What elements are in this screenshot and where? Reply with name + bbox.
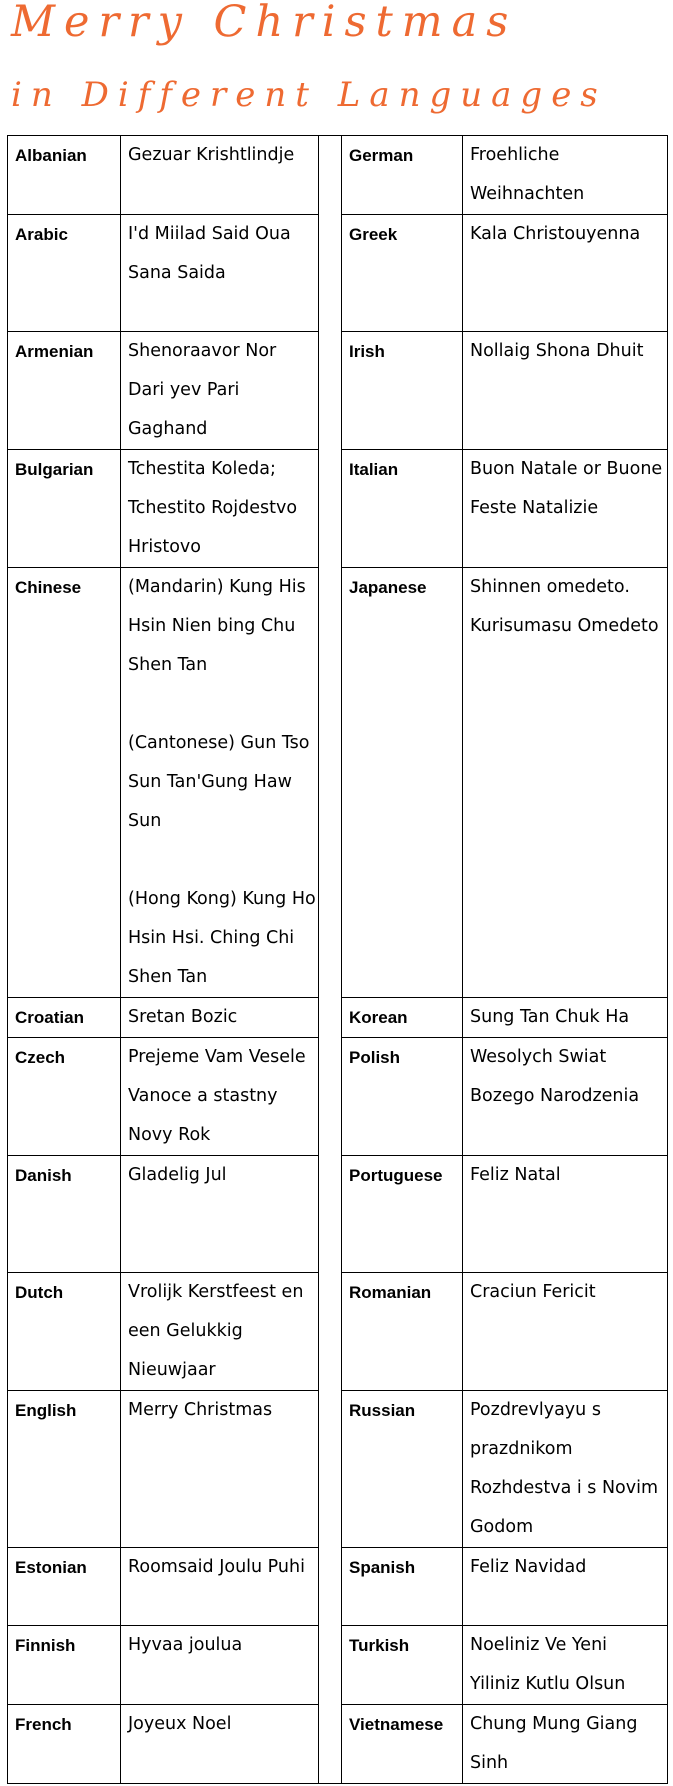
greeting-text <box>121 568 319 998</box>
language-name: Chinese <box>8 568 121 998</box>
language-name: Dutch <box>8 1273 121 1391</box>
greeting-line: Hsin Hsi. Ching Chi <box>128 928 295 948</box>
greeting-line: Joyeux Noel <box>128 1714 232 1734</box>
language-name: German <box>342 136 463 215</box>
greeting-line: Prejeme Vam Vesele <box>128 1047 306 1067</box>
language-name: Croatian <box>8 998 121 1038</box>
greeting-line: Gaghand <box>128 419 208 439</box>
greeting-text <box>463 1705 668 1784</box>
greeting-text <box>463 450 668 568</box>
paragraph-spacer <box>128 685 311 724</box>
language-name: Arabic <box>8 215 121 332</box>
language-name: Russian <box>342 1391 463 1548</box>
language-name: Finnish <box>8 1626 121 1705</box>
greeting-text <box>463 1626 668 1705</box>
greeting-text <box>121 450 319 568</box>
language-name: Danish <box>8 1156 121 1273</box>
greeting-text <box>463 1391 668 1548</box>
greeting-line: Sun Tan'Gung Haw <box>128 772 292 792</box>
greeting-text <box>121 1705 319 1784</box>
language-name: English <box>8 1391 121 1548</box>
greeting-text <box>121 136 319 215</box>
greeting-line: Godom <box>470 1517 534 1537</box>
greeting-text <box>121 998 319 1038</box>
greeting-text <box>121 1156 319 1273</box>
language-name: Turkish <box>342 1626 463 1705</box>
greeting-line: Yiliniz Kutlu Olsun <box>470 1674 626 1694</box>
greeting-line: Rozhdestva i s Novim <box>470 1478 659 1498</box>
greeting-line: Gezuar Krishtlindje <box>128 145 295 165</box>
greeting-text <box>121 1626 319 1705</box>
greeting-line: Merry Christmas <box>128 1400 273 1420</box>
column-gap <box>319 136 342 1784</box>
greeting-line: Gladelig Jul <box>128 1165 227 1185</box>
greeting-line: Vrolijk Kerstfeest en <box>128 1282 304 1302</box>
language-name: Polish <box>342 1038 463 1156</box>
language-name: Armenian <box>8 332 121 450</box>
language-name: Czech <box>8 1038 121 1156</box>
languages-table-body <box>8 136 668 1784</box>
greeting-text <box>121 1391 319 1548</box>
greeting-text <box>463 568 668 998</box>
greeting-line: Sinh <box>470 1753 509 1773</box>
page-subtitle: in Different Languages <box>11 75 607 115</box>
greeting-line: Sung Tan Chuk Ha <box>470 1007 630 1027</box>
greeting-line: Shen Tan <box>128 967 208 987</box>
table-row <box>8 136 668 215</box>
greeting-line: (Cantonese) Gun Tso <box>128 733 310 753</box>
greeting-line: Froehliche <box>470 145 560 165</box>
language-name: Albanian <box>8 136 121 215</box>
greeting-line: Feliz Natal <box>470 1165 561 1185</box>
greeting-line: Sun <box>128 811 162 831</box>
language-name: Japanese <box>342 568 463 998</box>
language-name: Bulgarian <box>8 450 121 568</box>
paragraph-spacer <box>128 841 311 880</box>
greeting-line: Pozdrevlyayu s <box>470 1400 601 1420</box>
greeting-line: Hyvaa joulua <box>128 1635 243 1655</box>
greeting-line: Buon Natale or Buone <box>470 459 663 479</box>
greeting-line: Bozego Narodzenia <box>470 1086 640 1106</box>
language-name: Romanian <box>342 1273 463 1391</box>
language-name: Vietnamese <box>342 1705 463 1784</box>
greeting-line: Kurisumasu Omedeto <box>470 616 659 636</box>
greeting-text <box>121 215 319 332</box>
languages-table <box>7 135 668 1784</box>
greeting-line: Roomsaid Joulu Puhi <box>128 1557 305 1577</box>
language-name: Italian <box>342 450 463 568</box>
greeting-text <box>121 332 319 450</box>
greeting-line: Dari yev Pari <box>128 380 240 400</box>
language-name: Portuguese <box>342 1156 463 1273</box>
greeting-line: Feliz Navidad <box>470 1557 587 1577</box>
greeting-text <box>463 1548 668 1626</box>
greeting-text <box>463 1038 668 1156</box>
language-name: Korean <box>342 998 463 1038</box>
greeting-line: Vanoce a stastny <box>128 1086 278 1106</box>
greeting-line: Feste Natalizie <box>470 498 599 518</box>
greeting-text <box>121 1548 319 1626</box>
greeting-line: Weihnachten <box>470 184 585 204</box>
greeting-text <box>463 215 668 332</box>
greeting-line: prazdnikom <box>470 1439 573 1459</box>
greeting-text <box>463 1156 668 1273</box>
page-title: Merry Christmas <box>11 0 518 47</box>
greeting-line: Tchestito Rojdestvo <box>128 498 298 518</box>
greeting-text <box>463 332 668 450</box>
greeting-line: Shenoraavor Nor <box>128 341 277 361</box>
greeting-text <box>463 998 668 1038</box>
greeting-line: (Mandarin) Kung His <box>128 577 306 597</box>
greeting-line: een Gelukkig <box>128 1321 243 1341</box>
language-name: Estonian <box>8 1548 121 1626</box>
greeting-text <box>121 1038 319 1156</box>
greeting-line: Wesolych Swiat <box>470 1047 607 1067</box>
greeting-line: Shen Tan <box>128 655 208 675</box>
language-name: Spanish <box>342 1548 463 1626</box>
greeting-line: Kala Christouyenna <box>470 224 641 244</box>
greeting-line: Hristovo <box>128 537 201 557</box>
greeting-text <box>121 1273 319 1391</box>
language-name: Greek <box>342 215 463 332</box>
greeting-text <box>463 1273 668 1391</box>
language-name: Irish <box>342 332 463 450</box>
greeting-line: Shinnen omedeto. <box>470 577 630 597</box>
greeting-line: (Hong Kong) Kung Ho <box>128 889 316 909</box>
greeting-line: Hsin Nien bing Chu <box>128 616 296 636</box>
greeting-line: Chung Mung Giang <box>470 1714 638 1734</box>
greeting-line: Novy Rok <box>128 1125 211 1145</box>
greeting-line: Sana Saida <box>128 263 226 283</box>
greeting-text <box>463 136 668 215</box>
greeting-line: Craciun Fericit <box>470 1282 596 1302</box>
greeting-line: Tchestita Koleda; <box>128 459 276 479</box>
greeting-line: Noeliniz Ve Yeni <box>470 1635 608 1655</box>
greeting-line: Nieuwjaar <box>128 1360 216 1380</box>
greeting-line: Nollaig Shona Dhuit <box>470 341 644 361</box>
greeting-line: I'd Miilad Said Oua <box>128 224 291 244</box>
language-name: French <box>8 1705 121 1784</box>
greeting-line: Sretan Bozic <box>128 1007 238 1027</box>
